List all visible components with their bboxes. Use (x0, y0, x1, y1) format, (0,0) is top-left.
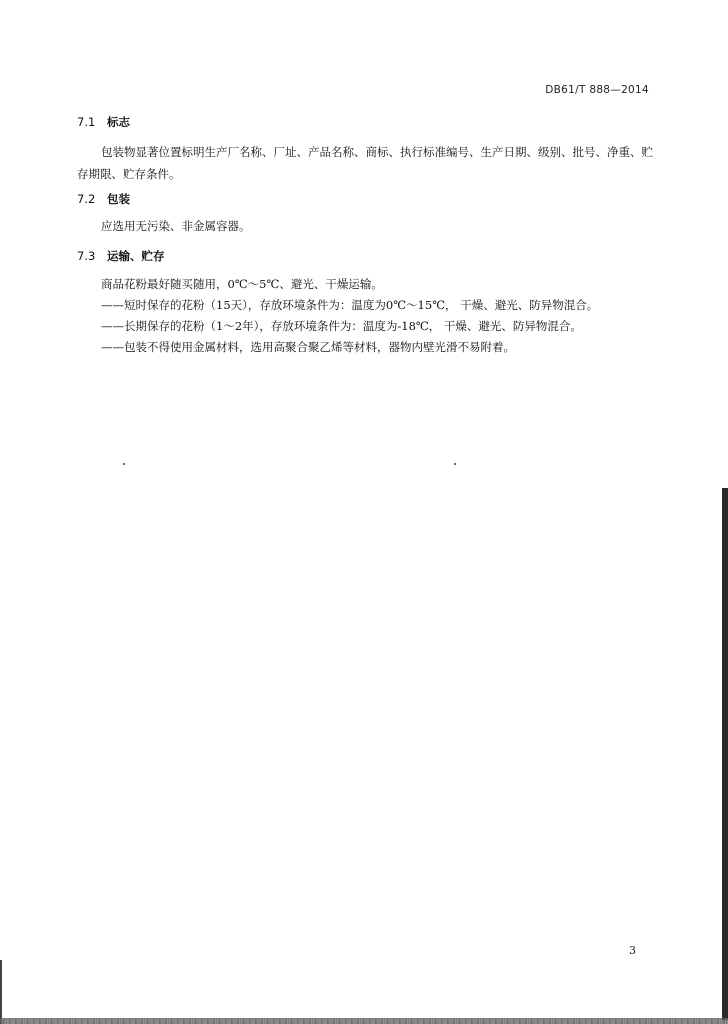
scan-speck (454, 463, 456, 465)
section-heading-7-1 (77, 114, 130, 130)
section-number: 7.3 (77, 249, 96, 263)
section-title: 包装 (107, 192, 130, 206)
scan-edge-bottom (0, 1018, 728, 1024)
section-paragraph-7-2 (77, 215, 657, 237)
paragraph-text: 包装物显著位置标明生产厂名称、厂址、产品名称、商标、执行标准编号、生产日期、级别、批号、净重、贮存期限、贮存条件。 (77, 145, 653, 181)
section-line: ——包装不得使用金属材料，选用高聚合聚乙烯等材料，器物内壁光滑不易附着。 (101, 340, 515, 354)
section-heading-7-2 (77, 191, 130, 207)
section-title: 标志 (107, 115, 130, 129)
section-line: ——长期保存的花粉（1～2年），存放环境条件为：温度为-18℃， 干燥、避光、防异物混合。 (101, 319, 582, 333)
section-paragraph-7-1 (77, 141, 657, 185)
section-number: 7.2 (77, 192, 96, 206)
page-number: 3 (629, 944, 636, 957)
document-code: DB61/T 888—2014 (545, 84, 649, 96)
section-line: ——短时保存的花粉（15天），存放环境条件为：温度为0℃～15℃， 干燥、避光、防异物混合。 (101, 298, 599, 312)
scan-edge-shadow (722, 488, 728, 1020)
scan-speck (123, 463, 125, 465)
scan-edge-shadow-left (0, 960, 2, 1024)
section-title: 运输、贮存 (107, 249, 165, 263)
section-number: 7.1 (77, 115, 96, 129)
section-line: 商品花粉最好随买随用，0℃～5℃、避光、干燥运输。 (101, 277, 383, 291)
section-heading-7-3 (77, 248, 165, 264)
paragraph-text: 应选用无污染、非金属容器。 (101, 219, 251, 233)
